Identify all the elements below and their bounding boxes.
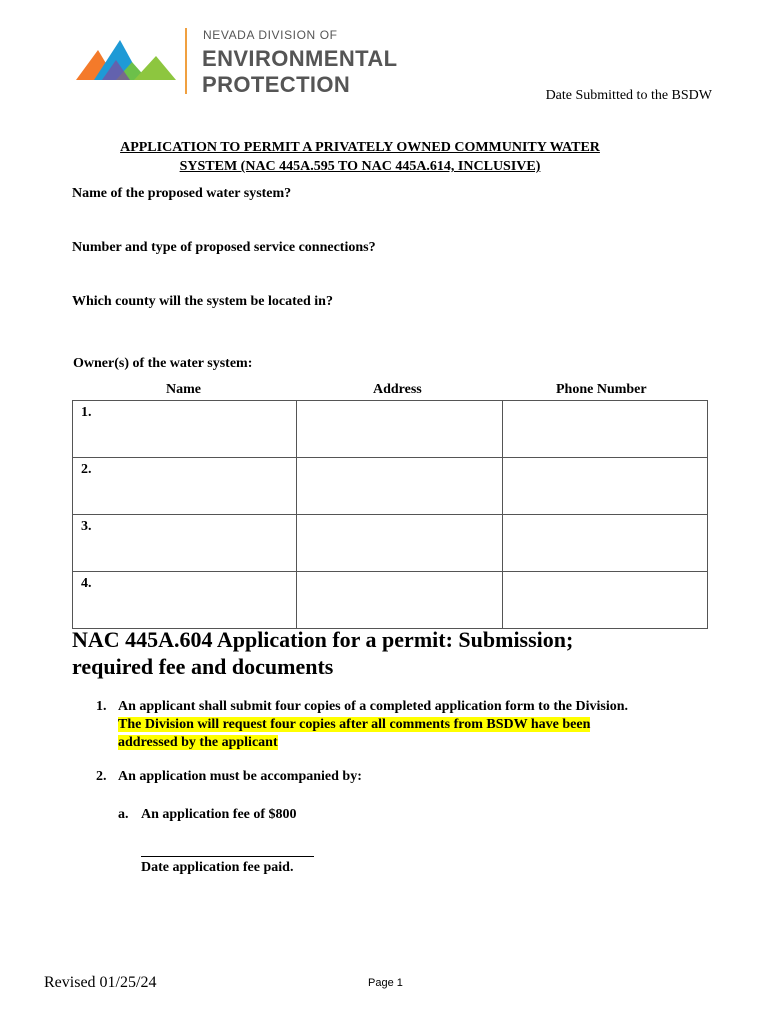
- revised-date: Revised 01/25/24: [44, 974, 157, 991]
- logo-divider: [185, 28, 187, 94]
- owners-header-address: Address: [373, 382, 422, 397]
- item-a-text: An application fee of $800: [141, 807, 297, 822]
- owner-phone-cell[interactable]: [503, 515, 708, 572]
- item-a-letter: a.: [118, 807, 129, 822]
- logo-text-line1: NEVADA DIVISION OF: [203, 28, 338, 42]
- nac-heading-line1: NAC 445A.604 Application for a permit: Submission;: [72, 627, 574, 652]
- fee-date-line[interactable]: [141, 856, 314, 857]
- owner-address-cell[interactable]: [297, 572, 503, 629]
- question-county: Which county will the system be located in?: [72, 294, 333, 309]
- nac-heading-line2: required fee and documents: [72, 654, 334, 679]
- owners-header-name: Name: [166, 382, 201, 397]
- owner-address-cell[interactable]: [297, 515, 503, 572]
- page-number: Page 1: [368, 977, 403, 989]
- owner-address-cell[interactable]: [297, 458, 503, 515]
- owner-name-cell[interactable]: 4.: [73, 572, 297, 629]
- item1-text: [118, 698, 638, 752]
- table-row: [73, 572, 708, 629]
- application-title: [60, 138, 660, 176]
- owner-name-cell[interactable]: 1.: [73, 401, 297, 458]
- question-system-name: Name of the proposed water system?: [72, 186, 292, 201]
- logo-text-line3: PROTECTION: [202, 72, 351, 97]
- owners-table: [72, 400, 708, 629]
- table-row: [73, 458, 708, 515]
- owner-phone-cell[interactable]: [503, 458, 708, 515]
- item1-number: 1.: [96, 699, 107, 714]
- owner-phone-cell[interactable]: [503, 572, 708, 629]
- fee-date-caption: Date application fee paid.: [141, 860, 294, 875]
- mountain-logo-icon: [76, 36, 176, 84]
- table-row: [73, 401, 708, 458]
- item1-highlight: The Division will request four copies after all comments from BSDW have been addressed by the applicant: [118, 717, 591, 750]
- date-submitted-label: Date Submitted to the BSDW: [545, 88, 712, 103]
- owner-address-cell[interactable]: [297, 401, 503, 458]
- logo-text-line2: ENVIRONMENTAL: [202, 46, 398, 71]
- nevada-ndep-logo: [76, 28, 416, 98]
- item2-number: 2.: [96, 769, 107, 784]
- application-title-line2: SYSTEM (NAC 445A.595 TO NAC 445A.614, INCLUSIVE): [179, 159, 541, 174]
- question-service-connections: Number and type of proposed service connections?: [72, 240, 376, 255]
- table-row: [73, 515, 708, 572]
- item2-text: An application must be accompanied by:: [118, 769, 362, 784]
- owner-name-cell[interactable]: 3.: [73, 515, 297, 572]
- owners-label: Owner(s) of the water system:: [73, 356, 253, 371]
- owner-name-cell[interactable]: 2.: [73, 458, 297, 515]
- item1-body: An applicant shall submit four copies of a completed application form to the Division.: [118, 699, 628, 714]
- owner-phone-cell[interactable]: [503, 401, 708, 458]
- application-title-line1: APPLICATION TO PERMIT A PRIVATELY OWNED COMMUNITY WATER: [120, 140, 600, 155]
- nac-section-heading: [72, 626, 692, 680]
- owners-header-phone: Phone Number: [556, 382, 647, 397]
